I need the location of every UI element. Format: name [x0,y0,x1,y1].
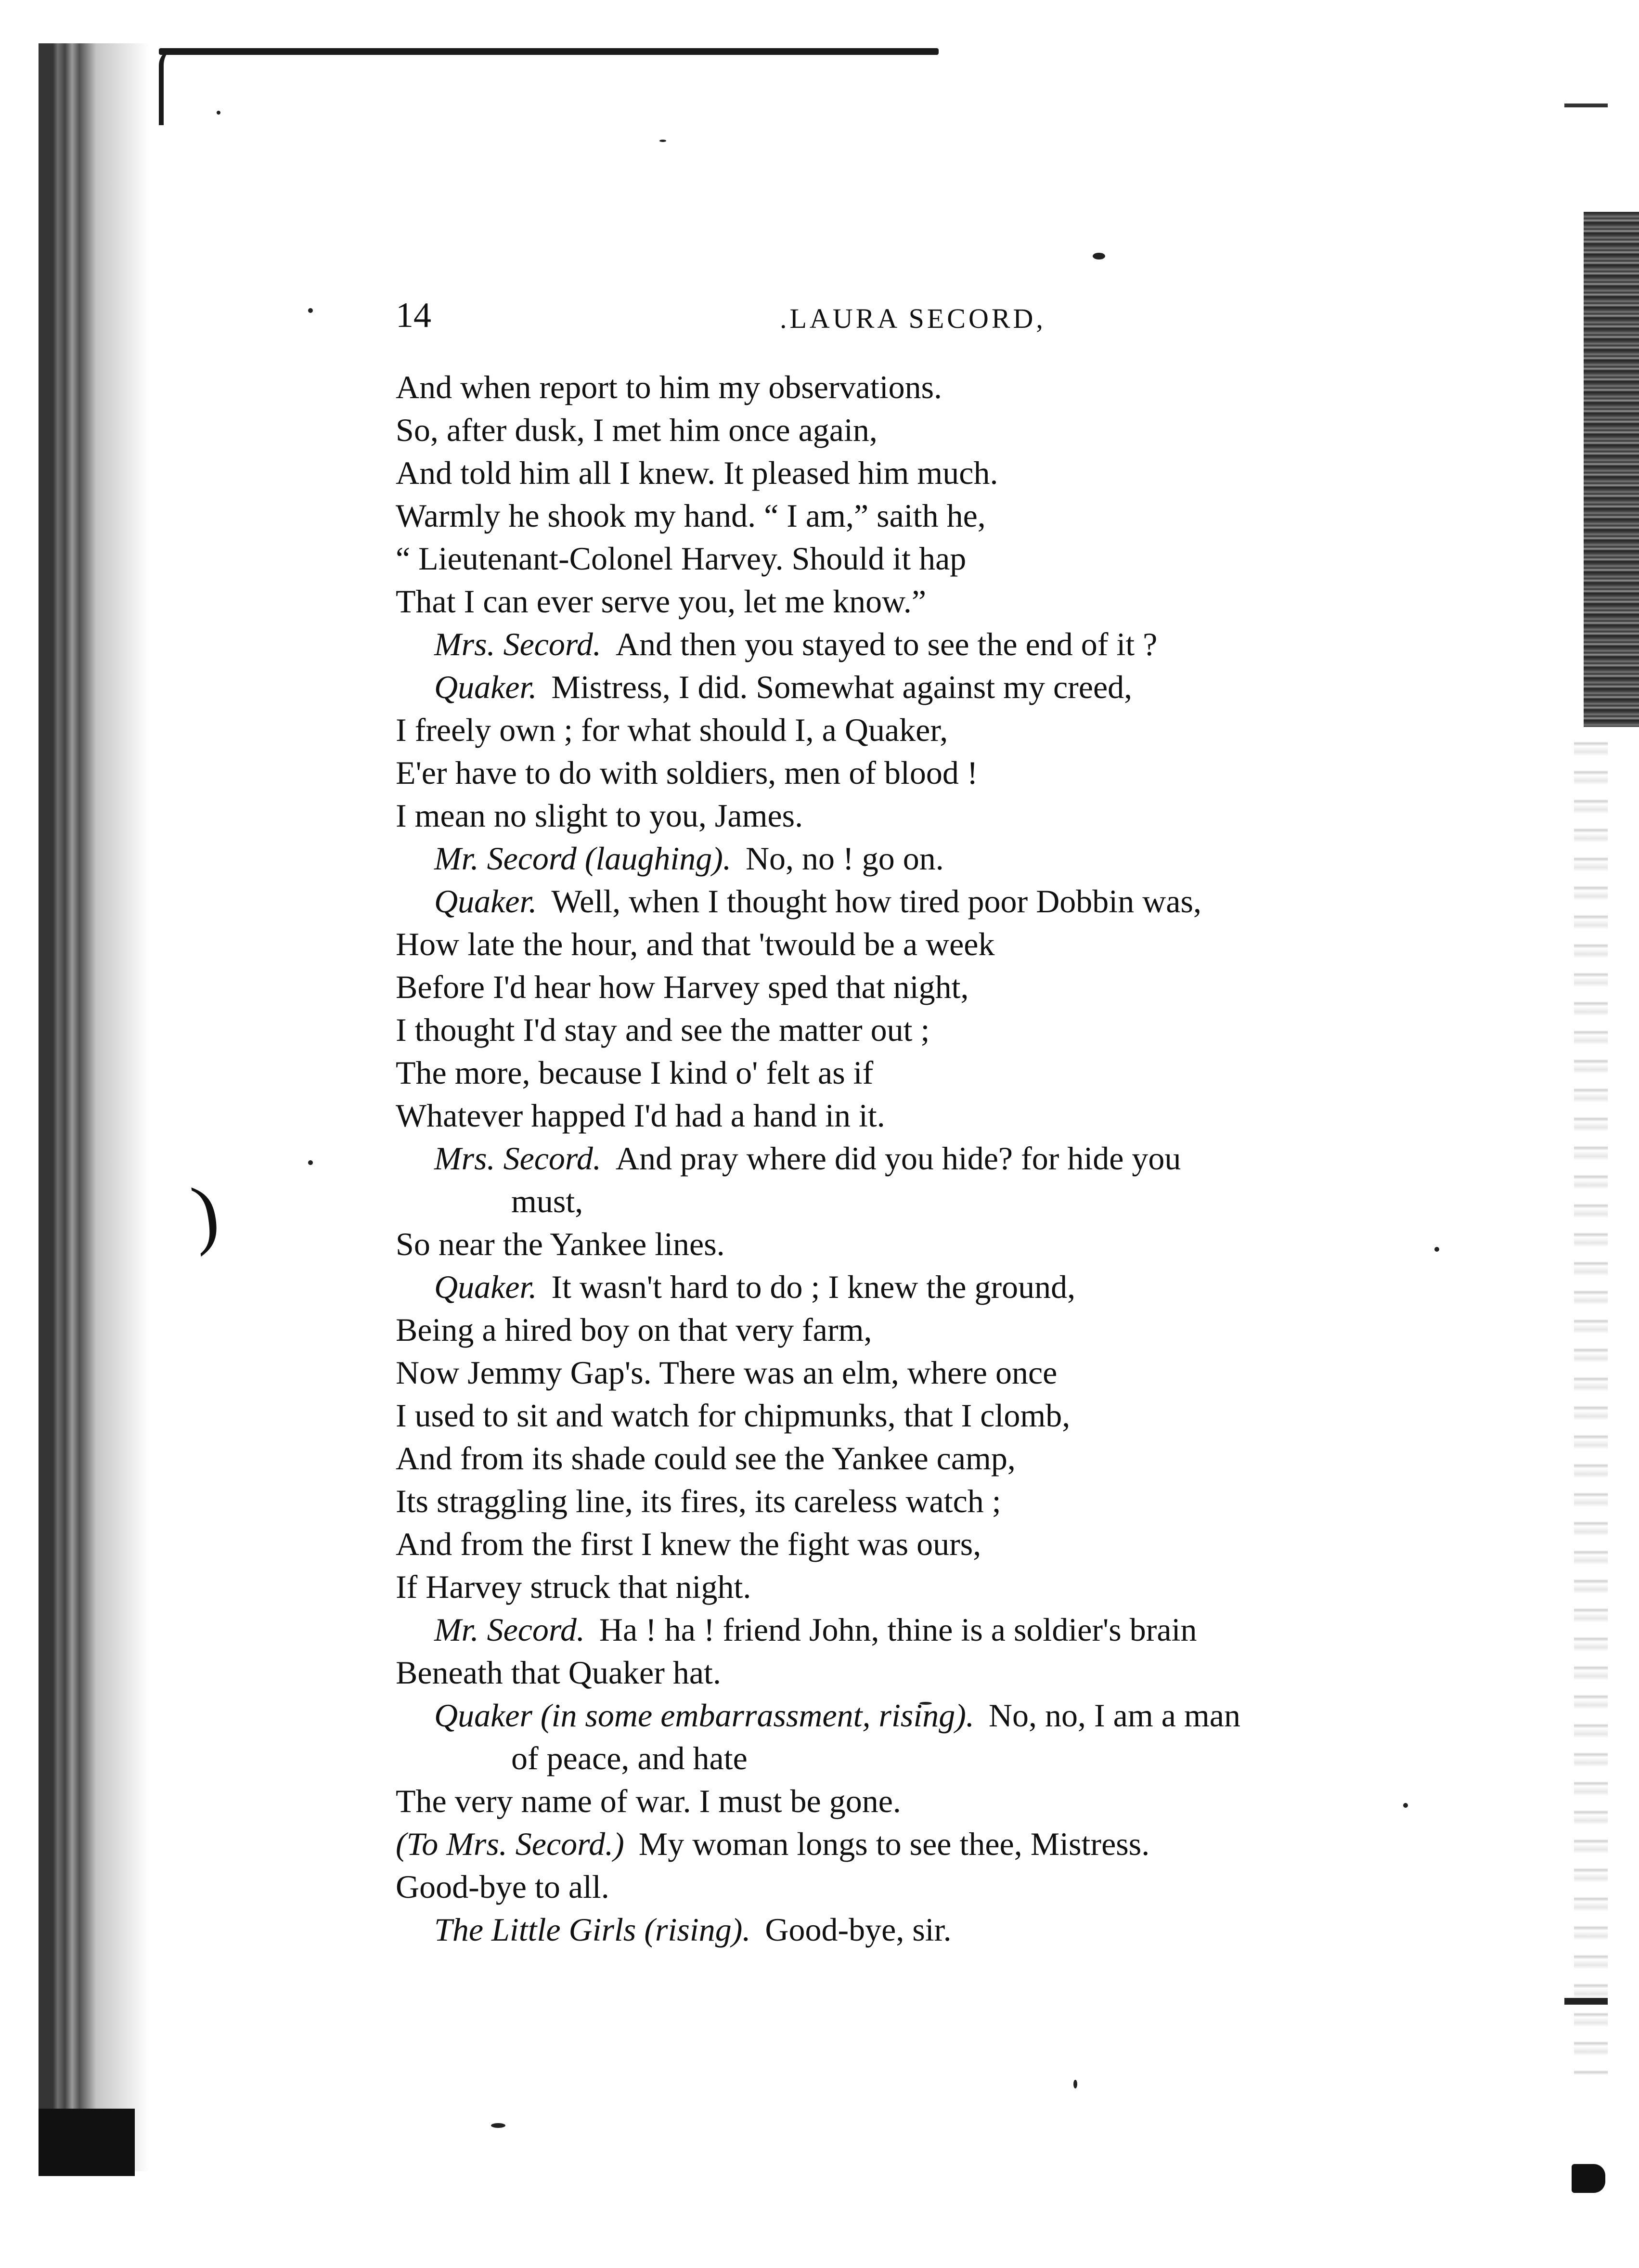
text-line [396,1137,1464,1180]
speaker-name: Quaker (in some embarrassment, rising). [434,1697,974,1734]
scan-right-edge-texture [1574,727,1608,2075]
text-line [396,580,1464,623]
line-text: So, after dusk, I met him once again, [396,412,878,448]
text-line [396,1608,1464,1651]
text-line [396,1009,1464,1051]
line-text: E'er have to do with soldiers, men of blood ! [396,754,978,791]
speaker-name: Mrs. Secord. [434,626,601,662]
text-line [396,537,1464,580]
scan-speck [659,140,666,142]
text-line [396,880,1464,923]
text-line [396,1737,1464,1780]
text-line [396,1223,1464,1266]
text-line [396,1437,1464,1480]
text-line [396,1309,1464,1351]
page-number: 14 [396,296,431,335]
scan-right-mark [1564,1998,1608,2005]
scan-binding-corner [39,2109,135,2176]
line-text: Being a hired boy on that very farm, [396,1311,872,1348]
text-line [396,709,1464,752]
scan-binding-shadow [39,43,149,2171]
line-text: Well, when I thought how tired poor Dobbin was, [551,883,1201,920]
line-text: Good-bye to all. [396,1868,609,1905]
scan-speck [1093,253,1105,259]
line-text: Its straggling line, its fires, its careless watch ; [396,1483,1001,1519]
line-text: Before I'd hear how Harvey sped that night, [396,969,969,1005]
text-line [396,409,1464,452]
text-line [396,966,1464,1009]
text-line [396,666,1464,709]
line-text: If Harvey struck that night. [396,1568,751,1605]
line-text: Now Jemmy Gap's. There was an elm, where once [396,1354,1058,1391]
text-line [396,452,1464,494]
speaker-name: The Little Girls (rising). [434,1911,751,1948]
scan-right-mark [1564,104,1608,107]
speaker-name: Mr. Secord (laughing). [434,840,731,877]
line-text: Whatever happed I'd had a hand in it. [396,1097,885,1134]
scan-top-rule-hook [159,48,176,125]
text-line [396,1394,1464,1437]
text-line [396,923,1464,966]
text-line [396,1651,1464,1694]
text-line [396,794,1464,837]
text-line [396,1266,1464,1309]
line-text: It wasn't hard to do ; I knew the ground, [551,1269,1076,1305]
line-text: And pray where did you hide? for hide you [615,1140,1181,1177]
text-line [396,1523,1464,1566]
text-line [396,1908,1464,1951]
line-text: “ Lieutenant-Colonel Harvey. Should it hap [396,540,967,577]
line-text: That I can ever serve you, let me know.” [396,583,927,620]
scan-speck [217,111,220,115]
line-text: must, [511,1183,583,1219]
scan-speck [308,1160,313,1165]
text-line [396,752,1464,794]
text-line [396,1694,1464,1737]
line-text: And from the first I knew the fight was ours, [396,1526,981,1562]
line-text: How late the hour, and that 'twould be a week [396,926,995,962]
line-text: My woman longs to see thee, Mistress. [638,1826,1150,1862]
speaker-name: Quaker. [434,1269,537,1305]
text-line [396,1094,1464,1137]
text-line [396,366,1464,409]
text-line [396,1180,1464,1223]
text-line [396,1351,1464,1394]
speaker-name: Mrs. Secord. [434,1140,601,1177]
text-line [396,1566,1464,1608]
scan-top-rule [159,48,939,55]
line-text: The very name of war. I must be gone. [396,1783,901,1819]
play-text [396,366,1464,1951]
text-line [396,1480,1464,1523]
line-text: The more, because I kind o' felt as if [396,1054,874,1091]
line-text: So near the Yankee lines. [396,1226,725,1262]
text-line [396,623,1464,666]
line-text: And when report to him my observations. [396,369,942,405]
line-text: I mean no slight to you, James. [396,797,803,834]
text-line [396,494,1464,537]
scan-right-edge [1584,212,1639,727]
line-text: No, no, I am a man [988,1697,1240,1734]
text-line [396,837,1464,880]
line-text: And told him all I knew. It pleased him much. [396,454,998,491]
line-text: Good-bye, sir. [765,1911,952,1948]
text-line [396,1823,1464,1866]
text-line [396,1780,1464,1823]
line-text: And from its shade could see the Yankee camp, [396,1440,1016,1477]
line-text: I used to sit and watch for chipmunks, that I clomb, [396,1397,1071,1434]
scan-speck [491,2123,505,2128]
speaker-name: Quaker. [434,883,537,920]
speaker-name: Mr. Secord. [434,1611,585,1648]
speaker-name: Quaker. [434,669,537,705]
running-title: .LAURA SECORD, [780,303,1046,334]
margin-pen-mark: ) [186,1169,224,1257]
line-text: Mistress, I did. Somewhat against my creed, [551,669,1133,705]
text-line [396,1051,1464,1094]
line-text: I thought I'd stay and see the matter out ; [396,1011,930,1048]
scan-speck [1073,2080,1077,2088]
line-text: Ha ! ha ! friend John, thine is a soldier's brain [599,1611,1197,1648]
line-text: Beneath that Quaker hat. [396,1654,721,1691]
line-text: No, no ! go on. [745,840,944,877]
scan-speck [308,308,313,313]
line-text: Warmly he shook my hand. “ I am,” saith he, [396,497,986,534]
text-line [396,1866,1464,1908]
line-text: I freely own ; for what should I, a Quaker, [396,712,948,748]
line-text: of peace, and hate [511,1740,748,1776]
speaker-name: (To Mrs. Secord.) [396,1826,624,1862]
scan-right-mark [1572,2164,1605,2193]
line-text: And then you stayed to see the end of it ? [615,626,1158,662]
